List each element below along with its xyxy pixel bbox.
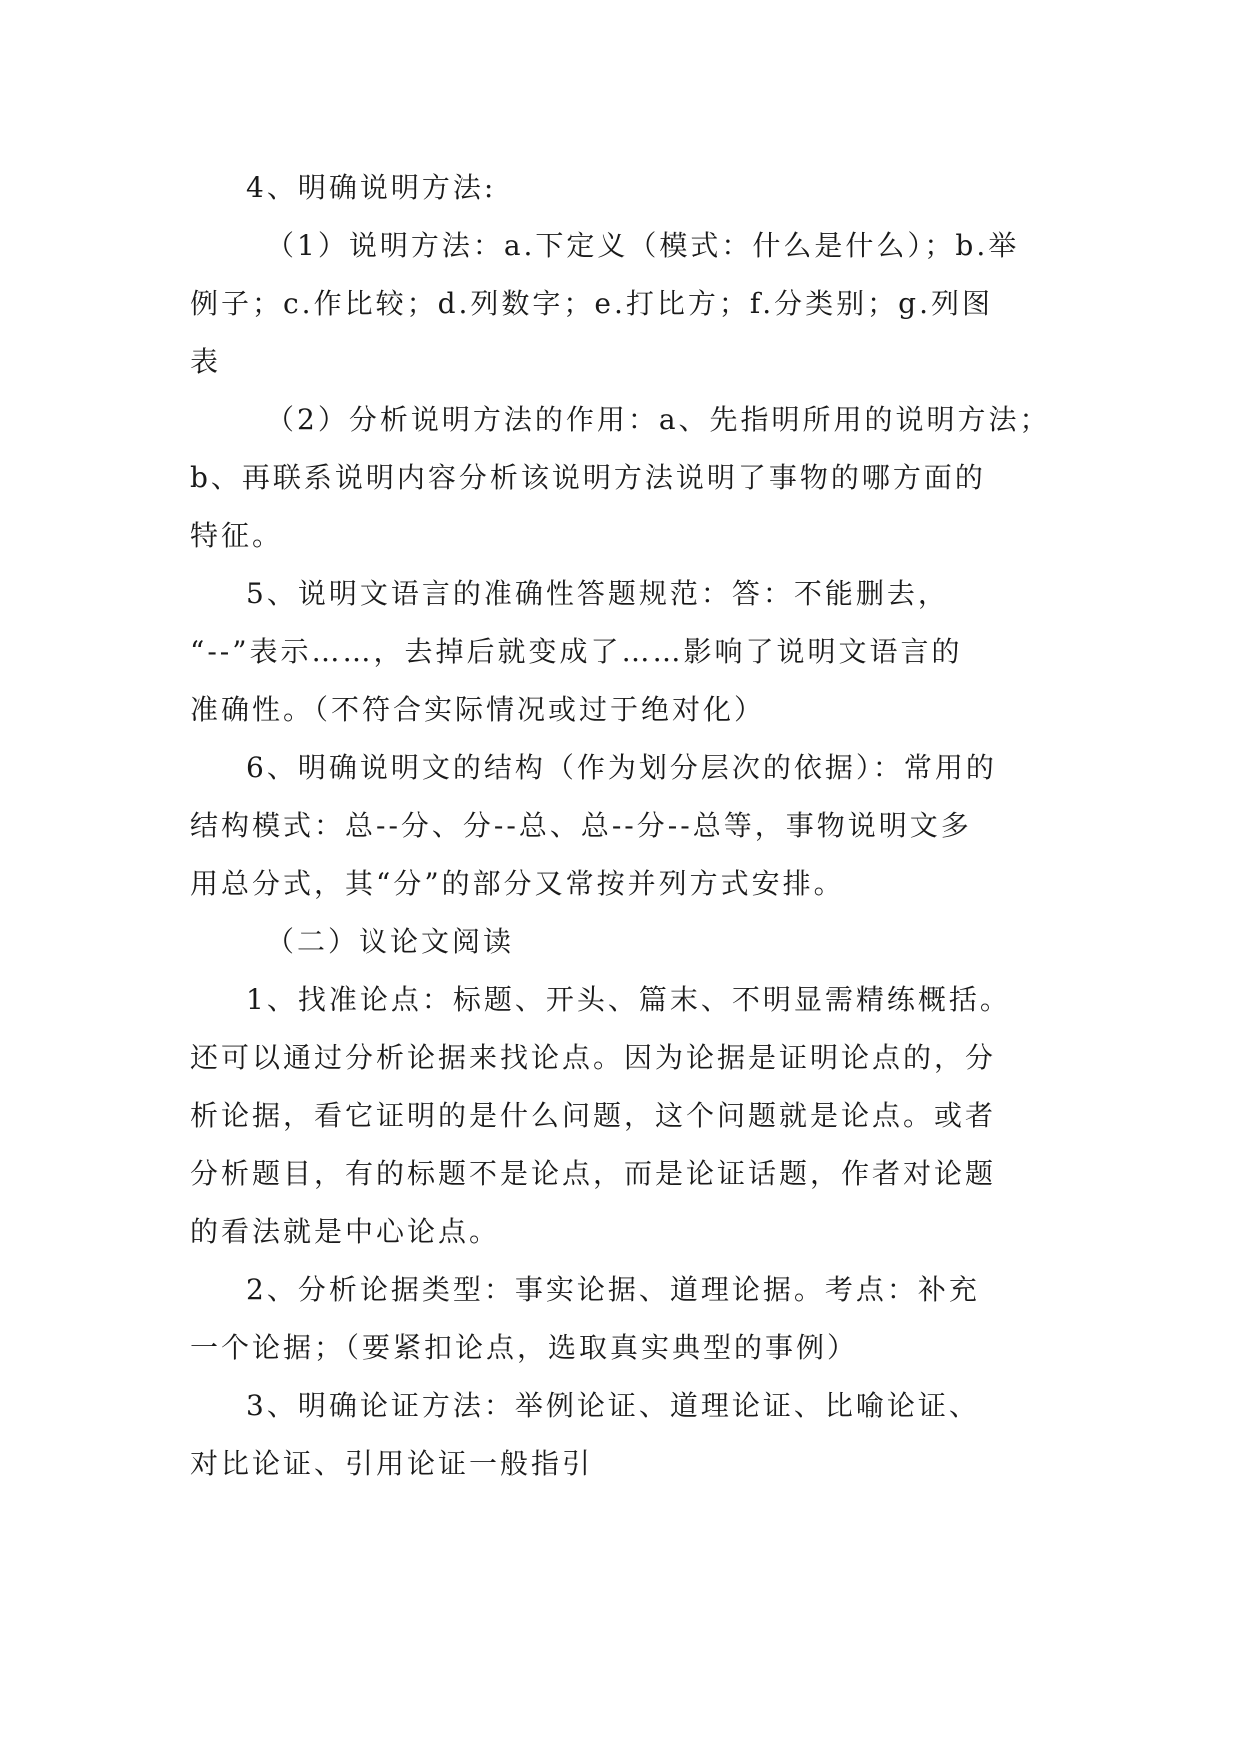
text-line: b、再联系说明内容分析该说明方法说明了事物的哪方面的 — [190, 461, 986, 494]
text-line: 3、明确论证方法：举例论证、道理论证、比喻论证、 — [246, 1389, 980, 1422]
text-line: 准确性。（不符合实际情况或过于绝对化） — [190, 693, 766, 726]
text-line: 对比论证、引用论证一般指引 — [190, 1447, 594, 1480]
text-line: 结构模式：总--分、分--总、总--分--总等，事物说明文多 — [190, 809, 972, 842]
text-line: （2）分析说明方法的作用：a、先指明所用的说明方法； — [266, 403, 1051, 436]
text-line: 特征。 — [190, 519, 284, 552]
text-line: 析论据，看它证明的是什么问题，这个问题就是论点。或者 — [190, 1099, 997, 1132]
text-line: 5、说明文语言的准确性答题规范：答：不能删去， — [246, 577, 949, 610]
text-line: （1）说明方法：a.下定义（模式：什么是什么）；b.举 — [266, 229, 1020, 262]
text-line: 用总分式，其“分”的部分又常按并列方式安排。 — [190, 867, 845, 900]
text-line: 2、分析论据类型：事实论据、道理论据。考点：补充 — [246, 1273, 980, 1306]
text-line: 6、明确说明文的结构（作为划分层次的依据）：常用的 — [246, 751, 997, 784]
section-heading: （二）议论文阅读 — [266, 925, 515, 958]
text-line: 的看法就是中心论点。 — [190, 1215, 501, 1248]
text-line: 4、明确说明方法: — [246, 171, 497, 204]
text-line: “--”表示……，去掉后就变成了……影响了说明文语言的 — [190, 635, 963, 668]
text-line: 分析题目，有的标题不是论点，而是论证话题，作者对论题 — [190, 1157, 997, 1190]
text-line: 还可以通过分析论据来找论点。因为论据是证明论点的，分 — [190, 1041, 997, 1074]
text-line: 例子；c.作比较；d.列数字；e.打比方；f.分类别；g.列图 — [190, 287, 993, 320]
text-line: 1、找准论点：标题、开头、篇末、不明显需精练概括。 — [246, 983, 1011, 1016]
text-line: 表 — [190, 345, 222, 378]
text-line: 一个论据；（要紧扣论点，选取真实典型的事例） — [190, 1331, 859, 1364]
